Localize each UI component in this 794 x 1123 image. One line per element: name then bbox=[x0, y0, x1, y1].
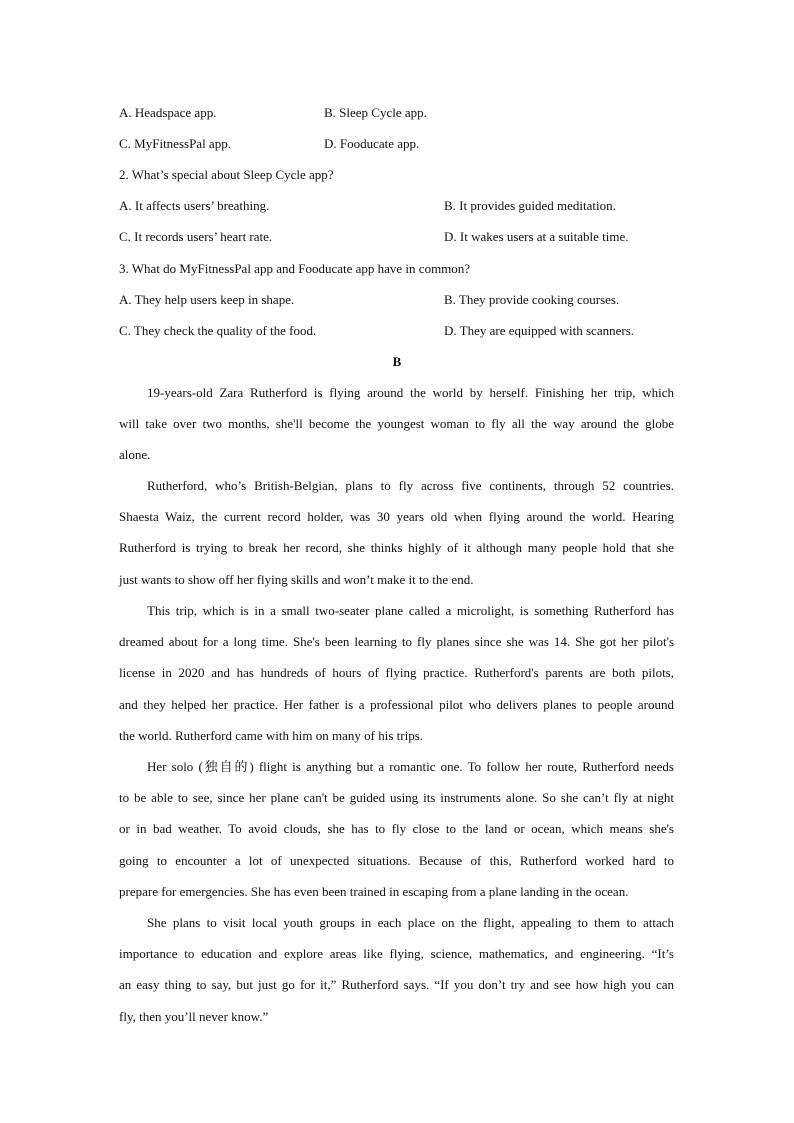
passage-line: to be able to see, since her plane can't be guided using its instruments alone. So she can’t fly at night bbox=[119, 790, 674, 806]
passage-paragraph-4 bbox=[119, 751, 674, 907]
passage-paragraph-2 bbox=[119, 470, 674, 595]
q2-option-b: B. It provides guided meditation. bbox=[444, 198, 616, 213]
q3-question: 3. What do MyFitnessPal app and Fooducate app have in common? bbox=[119, 261, 471, 276]
q3-option-b: B. They provide cooking courses. bbox=[444, 292, 620, 307]
q1-option-a: A. Headspace app. bbox=[119, 105, 217, 120]
passage-line: prepare for emergencies. She has even been trained in escaping from a plane landing in the ocean. bbox=[119, 883, 629, 899]
passage-paragraph-1 bbox=[119, 377, 674, 471]
q1-option-d: D. Fooducate app. bbox=[324, 136, 420, 151]
passage-line: or in bad weather. To avoid clouds, she has to fly close to the land or ocean, which means she's bbox=[119, 821, 674, 837]
passage-line: an easy thing to say, but just go for it,” Rutherford says. “If you don’t try and see how high you can bbox=[119, 977, 674, 993]
passage-paragraph-5 bbox=[119, 907, 674, 1032]
passage-line: and they helped her practice. Her father is a professional pilot who delivers planes to people around bbox=[119, 696, 674, 712]
passage-line: going to encounter a lot of unexpected situations. Because of this, Rutherford worked hard to bbox=[119, 852, 674, 868]
passage-line: license in 2020 and has hundreds of hours of flying practice. Rutherford's parents are both pilots, bbox=[119, 665, 674, 681]
q2-option-d: D. It wakes users at a suitable time. bbox=[444, 229, 629, 244]
passage-line: Her solo (独自的) flight is anything but a romantic one. To follow her route, Rutherford needs bbox=[147, 759, 674, 774]
q3-option-d: D. They are equipped with scanners. bbox=[444, 323, 635, 338]
q3-option-c: C. They check the quality of the food. bbox=[119, 323, 317, 338]
passage-line: importance to education and explore areas like flying, science, mathematics, and engineering. “It’s bbox=[119, 946, 674, 962]
passage-line: just wants to show off her flying skills and won’t make it to the end. bbox=[119, 571, 474, 587]
passage-line: Shaesta Waiz, the current record holder, was 30 years old when flying around the world. Hearing bbox=[119, 509, 674, 525]
passage-line: dreamed about for a long time. She's been learning to fly planes since she was 14. She got her pilot's bbox=[119, 634, 674, 650]
passage-line: alone. bbox=[119, 447, 151, 463]
section-title: B bbox=[392, 354, 402, 369]
q2-option-a: A. It affects users’ breathing. bbox=[119, 198, 270, 213]
q2-option-c: C. It records users’ heart rate. bbox=[119, 229, 273, 244]
passage-line: fly, then you’ll never know.” bbox=[119, 1008, 269, 1024]
passage-paragraph-3 bbox=[119, 595, 674, 751]
q2-question: 2. What’s special about Sleep Cycle app? bbox=[119, 167, 334, 182]
q1-option-b: B. Sleep Cycle app. bbox=[324, 105, 427, 120]
passage-line: Rutherford, who’s British-Belgian, plans to fly across five continents, through 52 countries. bbox=[147, 478, 674, 493]
passage-line: the world. Rutherford came with him on many of his trips. bbox=[119, 727, 424, 743]
passage-line: She plans to visit local youth groups in each place on the flight, appealing to them to attach bbox=[147, 915, 674, 930]
passage-line: Rutherford is trying to break her record, she thinks highly of it although many people hold that she bbox=[119, 540, 674, 556]
q3-option-a: A. They help users keep in shape. bbox=[119, 292, 295, 307]
q1-option-c: C. MyFitnessPal app. bbox=[119, 136, 231, 151]
passage-line: will take over two months, she'll become the youngest woman to fly all the way around the globe bbox=[119, 416, 674, 432]
passage-line: This trip, which is in a small two-seater plane called a microlight, is something Rutherford has bbox=[147, 603, 674, 618]
passage-line: 19-years-old Zara Rutherford is flying around the world by herself. Finishing her trip, which bbox=[147, 385, 674, 400]
